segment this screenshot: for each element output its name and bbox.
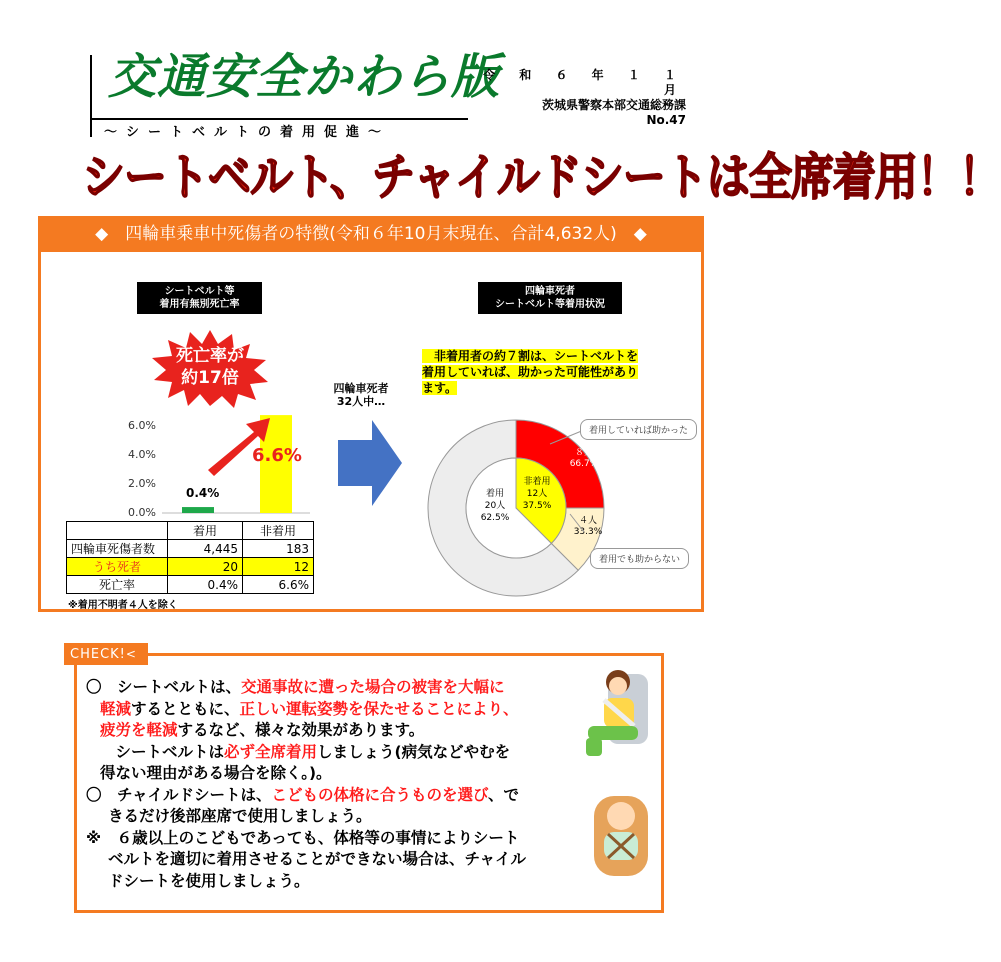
table-header-row <box>67 522 314 540</box>
slice-label-wearing <box>470 488 520 524</box>
bar-0 <box>182 507 214 513</box>
issue-number: No.47 <box>646 113 686 127</box>
y-tick-0: 0.0% <box>128 506 156 519</box>
text-run-red: 交通事故に遭った場合の被害を大幅に <box>241 678 505 696</box>
text-run-red: 正しい運転姿勢を保たせることにより、 <box>239 699 519 718</box>
text-run-red: 軽減 <box>100 699 132 718</box>
middle-label-line1: 四輪車死者 <box>333 382 389 395</box>
header-vertical-rule <box>90 55 92 137</box>
right-arrow-icon <box>338 420 402 506</box>
middle-label <box>326 382 396 408</box>
y-tick-2: 2.0% <box>128 477 156 490</box>
fatality-rate-label-box <box>137 282 262 314</box>
y-tick-6: 6.0% <box>128 419 156 432</box>
burst-line1: 死亡率が <box>176 346 244 366</box>
table-cell: 0.4% <box>168 576 243 594</box>
slice-label-line: ４人 <box>578 516 597 526</box>
table-cell: 4,445 <box>168 540 243 558</box>
check-tag <box>64 643 148 665</box>
issue-meta <box>480 68 686 128</box>
wearing-status-label-box <box>478 282 622 314</box>
check-line: ※ ６歳以上のこどもであっても、体格等の事情によりシート <box>86 828 520 847</box>
newsletter-title: 交通安全かわら版 <box>108 49 501 105</box>
newsletter-subtitle: ～シートベルトの着用促進～ <box>104 125 391 140</box>
header-horizontal-rule <box>90 118 468 120</box>
callout-not-helped: 着用でも助からない <box>590 548 689 569</box>
bar-label-not-wearing: 6.6% <box>252 445 302 466</box>
table-cell: 非着用 <box>243 522 314 540</box>
text-run-red: 必ず全席着用 <box>224 742 318 761</box>
text-run: しましょう(病気などやむを <box>317 742 511 761</box>
table-cell: 6.6% <box>243 576 314 594</box>
text-run: 〇 チャイルドシートは、 <box>86 785 272 804</box>
highlight-line1: 非着用者の約７割は、シートベルトを <box>422 349 639 363</box>
check-line <box>86 720 586 742</box>
check-line <box>86 699 586 721</box>
text-run: 、で <box>487 785 519 804</box>
table-cell: 着用 <box>168 522 243 540</box>
fatality-rate-label-line2: 着用有無別死亡率 <box>159 299 240 310</box>
slice-label-line: 37.5% <box>522 501 552 511</box>
highlight-line3: ます。 <box>422 381 458 395</box>
slice-label-line: 20人 <box>484 501 506 511</box>
check-line <box>86 677 586 699</box>
slice-label-line: 着用 <box>485 489 504 499</box>
slice-label-line: 非着用 <box>523 477 551 487</box>
check-line: ベルトを適切に着用させることができない場合は、チャイル <box>108 850 527 868</box>
highlight-note <box>422 348 702 396</box>
burst-text <box>160 345 260 389</box>
table-row-highlight <box>67 558 314 576</box>
table-row <box>67 576 314 594</box>
table-cell: 12 <box>243 558 314 576</box>
slice-label-line: 12人 <box>526 489 548 499</box>
chevron-left-icon: < <box>125 647 137 661</box>
fatality-stats-table <box>66 521 314 594</box>
table-cell: 死亡率 <box>67 576 168 594</box>
wearing-status-label-line2: シートベルト等着用状況 <box>495 299 605 310</box>
fatality-rate-label-line1: シートベルト等 <box>164 286 235 297</box>
check-text <box>86 677 586 892</box>
highlight-line2: 着用していれば、助かった可能性があり <box>422 365 639 379</box>
text-run: するなど、様々な効果があります。 <box>177 721 425 739</box>
table-cell: 183 <box>243 540 314 558</box>
text-run: 〇 シートベルトは、 <box>86 678 242 696</box>
callout-leaders <box>540 428 600 538</box>
slice-label-line: 62.5% <box>480 513 510 523</box>
y-tick-4: 4.0% <box>128 448 156 461</box>
burst-line2: 約17倍 <box>181 368 239 388</box>
slice-label-line: 66.7% <box>569 459 599 469</box>
check-line <box>86 742 586 764</box>
text-run-red: 疲労を軽減 <box>100 721 178 739</box>
table-cell: 四輪車死傷者数 <box>67 540 168 558</box>
check-line <box>86 785 586 807</box>
child-in-car-seat-illustration <box>588 790 654 880</box>
slice-label-line: ８人 <box>574 448 593 458</box>
text-run: シートベルトは <box>100 742 225 761</box>
panel-title: ◆ 四輪車乗車中死傷者の特徴(令和６年10月末現在、合計4,632人) ◆ <box>38 216 704 252</box>
issuing-organization: 茨城県警察本部交通総務課 <box>541 98 686 112</box>
footnote: ※着用不明者４人を除く <box>68 600 178 611</box>
text-run-red: こどもの体格に合うものを選び <box>271 785 488 804</box>
text-run: するとともに、 <box>131 699 240 718</box>
check-tag-label: CHECK! <box>70 647 126 662</box>
table-cell: うち死者 <box>67 558 168 576</box>
callout-helped: 着用していれば助かった <box>580 419 697 440</box>
issue-date: 令 和 ６ 年 １ １ 月 <box>483 68 686 97</box>
slice-label-line: 33.3% <box>573 527 603 537</box>
check-line: きるだけ後部座席で使用しましょう。 <box>108 807 372 825</box>
table-cell: 20 <box>168 558 243 576</box>
check-line: ドシートを使用しましょう。 <box>108 871 310 890</box>
table-row <box>67 540 314 558</box>
check-line: 得ない理由がある場合を除く。)。 <box>100 764 332 782</box>
woman-with-seatbelt-illustration <box>582 660 654 760</box>
wearing-status-label-line1: 四輪車死者 <box>525 286 575 297</box>
middle-label-line2: 32人中… <box>336 395 386 408</box>
bar-label-wearing: 0.4% <box>186 486 220 500</box>
main-slogan: シートベルト、チャイルドシートは全席着用！！ <box>82 149 1001 207</box>
table-cell <box>67 522 168 540</box>
